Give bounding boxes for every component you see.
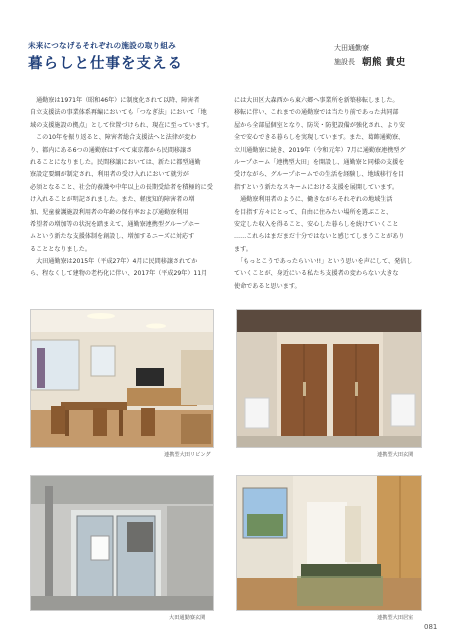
- gh-entrance-photo: [236, 309, 422, 448]
- body-text-line: 使命であると思います。: [234, 282, 301, 290]
- article-title: 暮らしと仕事を支える: [28, 56, 183, 72]
- body-text-line: 必須となること、社会的養護や中年以上の長期受給者を積極的に受: [30, 183, 213, 191]
- article-header: [28, 40, 428, 80]
- body-text-line: 通勤寮利用者のように、働きながらそれぞれの地域生活: [234, 196, 393, 204]
- body-text-line: ループホーム「連携型大田」を開設し、通勤寮と同様の支援を: [234, 158, 405, 166]
- body-text-line: け入れることが明記されました。また、軽度知的障害者の増: [30, 196, 195, 204]
- gh-room-caption: 連携型大田居室: [377, 615, 414, 621]
- gh-room-photo: [236, 475, 422, 611]
- body-text-line: 希望者の増加等の状況を踏まえて、通勤寮連携型グループホー: [30, 220, 201, 228]
- body-text-line: ……これらはまだまだ十分ではないと感じてしまうことがあり: [234, 233, 405, 241]
- body-text-line: 屋から全部屋個室となり、防災・防犯設備が強化され、より安: [234, 121, 405, 129]
- body-text-line: 通勤寮は1971年（昭和46年）に制度化されて以降、障害者: [30, 97, 200, 104]
- body-text-line: 加、児童養護施設利用者の年齢の保有率および通勤寮利用: [30, 208, 189, 216]
- body-text-line: を目指す方々にとって、自由に住みたい場所を選ぶこと、: [234, 208, 393, 216]
- body-text-line: 全で安心できる暮らしを実現しています。また、葛飾通勤寮、: [234, 134, 405, 142]
- dorm-entrance-photo: [30, 475, 214, 611]
- body-text-line: れることになりました。民間移譲においては、新たに都型通勤: [30, 158, 201, 166]
- living-room-photo: [30, 309, 214, 448]
- body-column-right: [234, 95, 430, 293]
- article-subtitle: 未来につなげるそれぞれの施設の取り組み: [28, 41, 176, 50]
- body-text-line: には大田区大森西から東六郷へ事業所を新築移転しました。: [234, 97, 399, 104]
- living-room-caption: 連携型大田リビング: [164, 452, 211, 458]
- body-text-line: 寮設定要綱が制定され、利用者の受け入れにおいて就労が: [30, 171, 189, 179]
- body-text-line: ムという新たな支援体制を創設し、増加するニーズに対応す: [30, 233, 195, 241]
- body-text-line: この10年を振り返ると、障害者総合支援法へと法律が変わ: [30, 134, 197, 142]
- author-role: 施設長: [334, 58, 355, 66]
- body-text-line: ます。: [234, 245, 252, 253]
- author-organization: 大田通勤寮: [334, 44, 369, 52]
- body-text-line: 立川通勤寮に続き、2019年（令和元年）7月に通勤寮連携型グ: [234, 146, 406, 154]
- body-text-line: 域の支援施設の拠点」として位置づけられ、現在に至っています。: [30, 121, 213, 129]
- body-text-line: ら、程なくして建物の老朽化に伴い、2017年（平成29年）11月: [30, 270, 208, 278]
- body-column-left: [30, 95, 227, 281]
- gh-entrance-caption: 連携型大田玄関: [377, 452, 414, 458]
- author-name: 朝熊 貴史: [362, 57, 406, 68]
- body-text-line: 自立支援法の事業体系再編においても「つなぎ法」において「地: [30, 109, 207, 117]
- body-text-line: 受けながら、グループホームでの生活を経験し、地域移行を目: [234, 171, 405, 179]
- body-text-line: 指すという新たなスキームにおける支援を展開しています。: [234, 183, 399, 191]
- body-text-line: 「もっとこうであったらいい!!」という思いを声にして、発信し: [234, 258, 413, 266]
- body-text-line: 移転に伴い、これまでの通勤寮では当たり前であった共同部: [234, 109, 399, 117]
- body-text-line: ていくことが、身近にいる私たち支援者の変わらない大きな: [234, 270, 399, 278]
- dorm-entrance-caption: 大田通勤寮玄関: [169, 615, 206, 621]
- body-text-line: り、都内にある6つの通勤寮はすべて東京都から民間移譲さ: [30, 146, 193, 154]
- body-text-line: ることとなりました。: [30, 245, 91, 253]
- page-number: 081: [424, 623, 438, 631]
- body-text-line: 大田通勤寮は2015年（平成27年）4月に民間移譲されてか: [30, 258, 198, 266]
- body-text-line: 安定した収入を得ること、安心した暮らしを続けていくこと: [234, 220, 399, 228]
